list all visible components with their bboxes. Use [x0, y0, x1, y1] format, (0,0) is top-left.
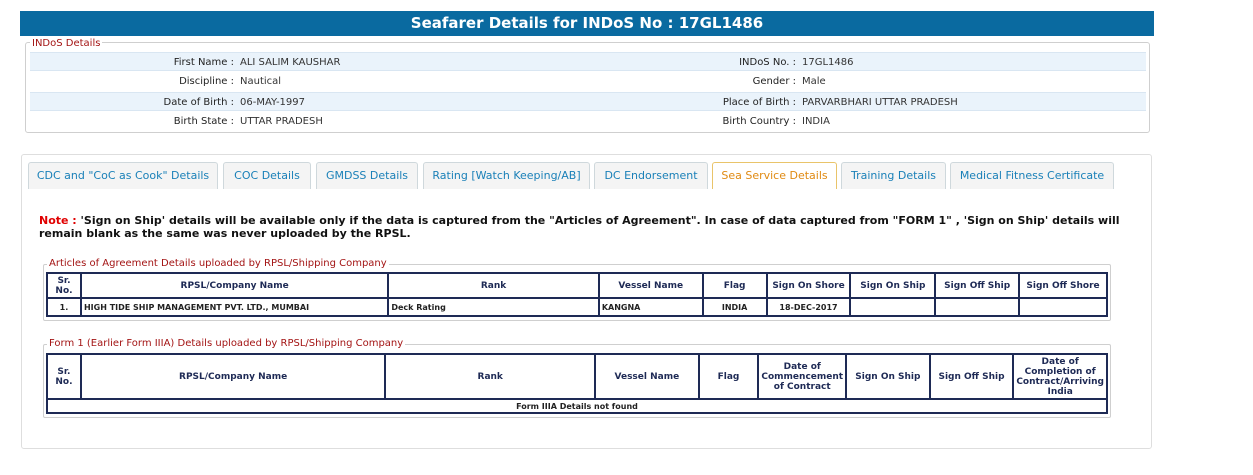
tab-training-details[interactable]: Training Details	[841, 162, 946, 189]
col-rank: Rank	[388, 273, 599, 298]
indos-row-birth-state	[30, 112, 1146, 131]
tab-medical-fitness[interactable]: Medical Fitness Certificate	[950, 162, 1114, 189]
col-flag: Flag	[703, 273, 767, 298]
page-title: Seafarer Details for INDoS No : 17GL1486	[20, 11, 1154, 36]
tab-rating-watch-keeping[interactable]: Rating [Watch Keeping/AB]	[423, 162, 590, 189]
dob-value: 06-MAY-1997	[240, 97, 306, 108]
indos-row-discipline	[30, 72, 1146, 91]
indos-no-value: 17GL1486	[802, 57, 854, 68]
tab-dc-endorsement[interactable]: DC Endorsement	[594, 162, 708, 189]
col-sign-on-ship: Sign On Ship	[850, 273, 935, 298]
col-sr-no: Sr. No.	[47, 273, 81, 298]
table-row	[47, 298, 1107, 316]
cell-sign-on-shore: 18-DEC-2017	[767, 298, 851, 316]
col-rpsl-company: RPSL/Company Name	[81, 273, 388, 298]
col-sign-on-ship: Sign On Ship	[846, 354, 930, 399]
col-sign-off-ship: Sign Off Ship	[935, 273, 1019, 298]
first-name-label: First Name :	[173, 57, 234, 68]
form1-section	[43, 338, 1111, 418]
indos-row-first-name	[30, 52, 1146, 71]
birth-state-value: UTTAR PRADESH	[240, 116, 323, 127]
details-tabs-panel	[21, 154, 1152, 449]
indos-details-legend: INDoS Details	[32, 38, 101, 49]
discipline-value: Nautical	[240, 76, 282, 87]
col-date-completion: Date of Completion of Contract/Arriving India	[1013, 354, 1107, 399]
cell-sign-off-shore	[1019, 298, 1107, 316]
col-vessel-name: Vessel Name	[595, 354, 699, 399]
place-of-birth-label: Place of Birth :	[722, 97, 796, 108]
gender-value: Male	[802, 76, 826, 87]
birth-state-label: Birth State :	[173, 116, 234, 127]
discipline-label: Discipline :	[179, 76, 234, 87]
form1-legend: Form 1 (Earlier Form IIIA) Details uploaded by RPSL/Shipping Company	[49, 338, 404, 349]
tab-gmdss-details[interactable]: GMDSS Details	[316, 162, 418, 189]
dob-label: Date of Birth :	[163, 97, 234, 108]
cell-sign-off-ship	[935, 298, 1019, 316]
indos-row-dob	[30, 92, 1146, 111]
cell-flag: INDIA	[703, 298, 767, 316]
birth-country-label: Birth Country :	[722, 116, 796, 127]
form1-empty-row	[47, 399, 1107, 413]
col-sign-on-shore: Sign On Shore	[767, 273, 851, 298]
gender-label: Gender :	[752, 76, 796, 87]
articles-legend: Articles of Agreement Details uploaded by RPSL/Shipping Company	[49, 258, 387, 269]
cell-rpsl-company: HIGH TIDE SHIP MANAGEMENT PVT. LTD., MUMBAI	[81, 298, 388, 316]
col-sign-off-shore: Sign Off Shore	[1019, 273, 1107, 298]
articles-header-row	[47, 273, 1107, 298]
cell-sign-on-ship	[850, 298, 935, 316]
col-rpsl-company: RPSL/Company Name	[81, 354, 385, 399]
col-rank: Rank	[385, 354, 595, 399]
indos-details-panel	[25, 38, 1150, 133]
indos-no-label: INDoS No. :	[739, 57, 796, 68]
note-body: 'Sign on Ship' details will be available only if the data is captured from the "Articles of Agreement". In case of data captured from "FORM 1" , 'Sign on Ship' details will remain blank as the same was never uploaded by the RPSL.	[39, 214, 1120, 240]
col-date-commencement: Date of Commencement of Contract	[758, 354, 846, 399]
articles-section	[43, 258, 1111, 321]
not-found-message: Form IIIA Details not found	[47, 399, 1107, 413]
tab-sea-service-details[interactable]: Sea Service Details	[712, 162, 837, 189]
col-sign-off-ship: Sign Off Ship	[930, 354, 1014, 399]
cell-sr-no: 1.	[47, 298, 81, 316]
col-sr-no: Sr. No.	[47, 354, 81, 399]
cell-vessel-name: KANGNA	[599, 298, 703, 316]
col-vessel-name: Vessel Name	[599, 273, 703, 298]
first-name-value: ALI SALIM KAUSHAR	[240, 57, 341, 68]
birth-country-value: INDIA	[802, 116, 830, 127]
articles-table	[46, 272, 1108, 317]
form1-table	[46, 353, 1108, 414]
note-text	[39, 214, 1124, 240]
note-label: Note :	[39, 214, 77, 227]
tab-cdc-coc-cook[interactable]: CDC and "CoC as Cook" Details	[28, 162, 218, 189]
cell-rank: Deck Rating	[388, 298, 599, 316]
col-flag: Flag	[699, 354, 759, 399]
form1-header-row	[47, 354, 1107, 399]
tab-coc-details[interactable]: COC Details	[223, 162, 311, 189]
place-of-birth-value: PARVARBHARI UTTAR PRADESH	[802, 97, 958, 108]
